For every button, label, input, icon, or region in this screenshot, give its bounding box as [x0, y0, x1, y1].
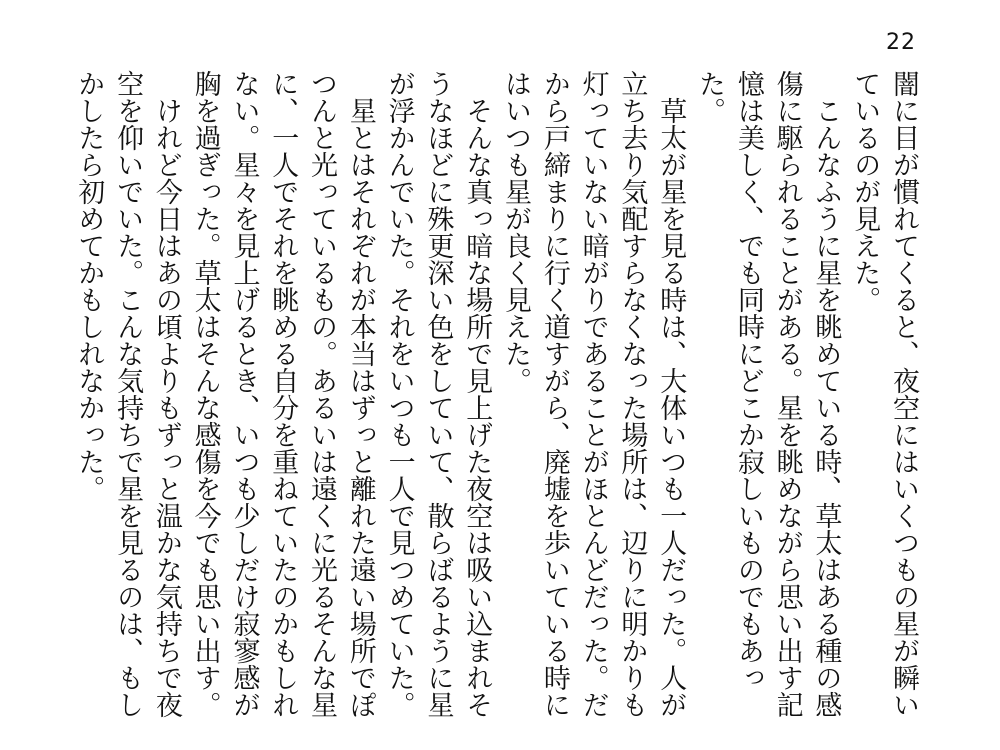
- vertical-text-body: [62, 70, 922, 730]
- page-number: 22: [886, 30, 916, 55]
- paragraph: けれど今日はあの頃よりもずっと温かな気持ちで夜空を仰いでいた。こんな気持ちで星を見るのは、もしかしたら初めてかもしれなかった。: [73, 70, 182, 718]
- paragraph: 草太が星を見る時は、大体いつも一人だった。人が立ち去り気配すらなくなった場所は、辺りに明かりも灯っていない暗がりであることがほとんどだった。だから戸締まりに行く道すがら、廃墟を歩いている時にはいつも星が良く見えた。: [500, 70, 687, 718]
- paragraph: 星とはそれぞれが本当はずっと離れた遠い場所でぽつんと光っているもの。あるいは遠くに光るそんな星に、一人でそれを眺める自分を重ねていたのかもしれない。星々を見上げるとき、いつも少しだけ寂寥感が胸を過ぎった。草太はそんな感傷を今でも思い出す。: [189, 70, 376, 718]
- paragraph: そんな真っ暗な場所で見上げた夜空は吸い込まれそうなほどに殊更深い色をしていて、散らばるように星が浮かんでいた。それをいつも一人で見つめていた。: [383, 70, 493, 718]
- paragraph: こんなふうに星を眺めている時、草太はある種の感傷に駆られることがある。星を眺めながら思い出す記憶は美しく、でも同時にどこか寂しいものでもあった。: [694, 70, 842, 718]
- paragraph: 闇に目が慣れてくると、夜空にはいくつもの星が瞬いているのが見えた。: [849, 70, 919, 718]
